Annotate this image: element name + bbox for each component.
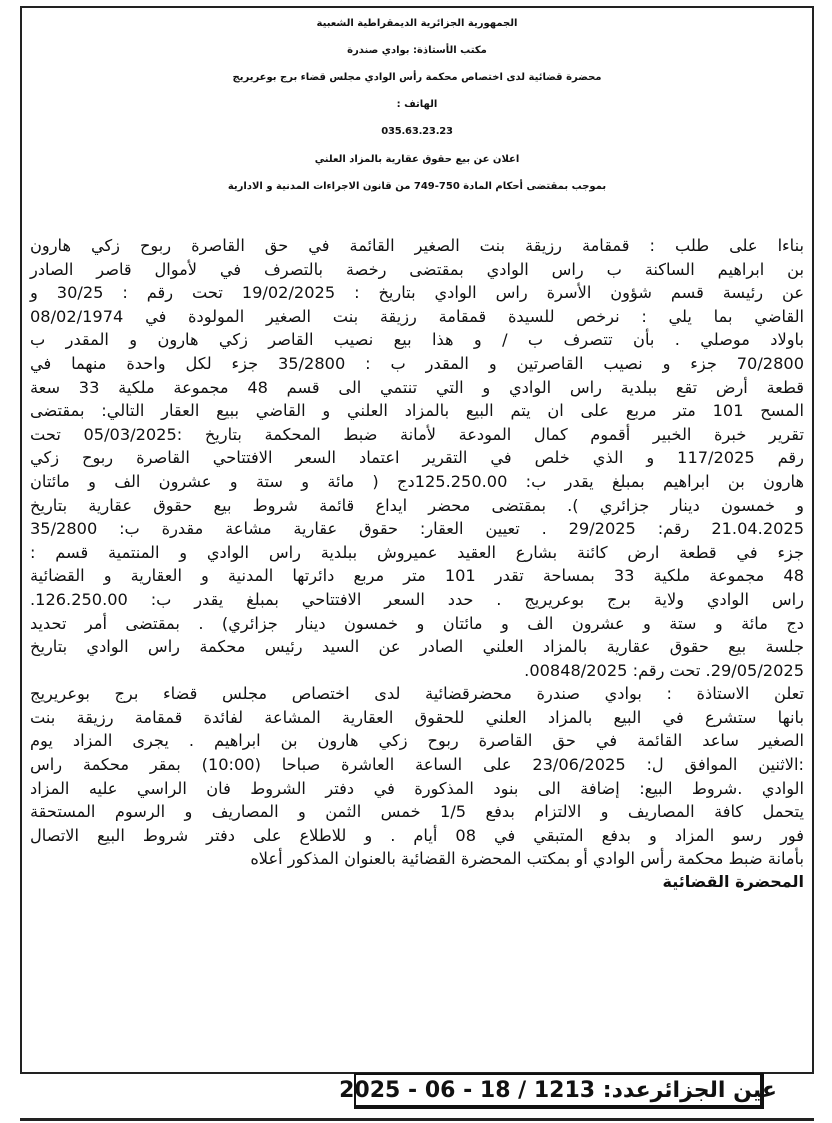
phone-number: 035.63.23.23 bbox=[381, 126, 453, 137]
republic-title: الجمهورية الجزائرية الديمقراطية الشعبية bbox=[316, 18, 518, 29]
bottom-rule bbox=[20, 1118, 814, 1121]
body-line: تقرير خبرة الخبير أقموم كمال المودعة لأمانة ضبط المحكمة بتاريخ :05/03/2025 تحت bbox=[30, 424, 804, 444]
publication-reference: عين الجزائرعدد: 1213 / 18 - 06 - 2025 bbox=[354, 1073, 764, 1109]
announcement-body bbox=[30, 234, 804, 871]
body-line: الوادي .شروط البيع: إضافة الى بنود المذكورة في دفتر الشروط فان الراسي عليه المزاد bbox=[30, 778, 804, 798]
body-line: بناءا على طلب : قمقامة رزيقة بنت الصغير القائمة في حق القاصرة ربوح زكي هارون bbox=[30, 236, 804, 255]
body-line: جلسة بيع حقوق عقارية بالمزاد العلني الصادر عن السيد رئيس محكمة راس الوادي بتاريخ bbox=[30, 637, 804, 657]
body-line: يتحمل كافة المصاريف و الالتزام بدفع 1/5 خمس الثمن و المصاريف و الرسوم المستحقة bbox=[30, 802, 804, 822]
body-line: القاضي بما يلي : نرخص للسيدة قمقامة رزيقة بنت الصغير المولودة في 08/02/1974 bbox=[30, 306, 804, 326]
body-line: بأمانة ضبط محكمة رأس الوادي أو بمكتب المحضرة القضائية بالعنوان المذكور أعلاه bbox=[250, 849, 804, 869]
announcement-header bbox=[22, 8, 812, 200]
body-line: دج مائة و ستة و عشرون الف و مائتان و خمسون دينار جزائري) . بمقتضى أمر تحديد bbox=[30, 613, 804, 633]
announcement-frame bbox=[20, 6, 814, 1074]
body-line: 29/05/2025. تحت رقم: 00848/2025. bbox=[524, 660, 804, 680]
signature: المحضرة القضائية bbox=[662, 872, 804, 892]
body-line: راس الوادي ولاية برج بوعريريج . حدد السعر الافتتاحي بمبلغ يقدر ب: 126.250.00. bbox=[30, 589, 804, 609]
body-line: 21.04.2025 رقم: 29/2025 . تعيين العقار: حقوق عقارية مشاعة مقدرة ب: 35/2800 bbox=[30, 519, 805, 539]
body-line: باولاد موصلي . بأن تتصرف ب / و هذا بيع نصيب القاصر زكي هارون و المقدر ب bbox=[30, 330, 804, 350]
body-line: فور رسو المزاد و بدفع المتبقي في 08 أيام . و للاطلاع على دفتر شروط البيع الاتصال bbox=[30, 825, 804, 845]
body-line: بانها ستشرع في البيع بالمزاد العلني للحقوق العقارية المشاعة لفائدة قمقامة رزيقة بنت bbox=[30, 707, 804, 727]
body-line: :الاثنين الموافق ل: 23/06/2025 على الساعة العاشرة صباحا (10:00) بمقر محكمة راس bbox=[30, 755, 804, 775]
body-line: الصغير ساعد القائمة في حق القاصرة ربوح زكي هارون بن ابراهيم . يجرى المزاد يوم bbox=[30, 731, 804, 751]
phone-label: الهاتف : bbox=[396, 99, 438, 110]
body-line: 70/2800 جزء و نصيب القاصرتين و المقدر ب : 35/2800 جزء لكل واحدة منهما في bbox=[30, 353, 804, 373]
body-line: هارون بن ابراهيم بمبلغ يقدر ب: 125.250.00دج ( مائة و ستة و عشرون الف و مائتان bbox=[30, 471, 804, 491]
body-line: رقم 117/2025 و الذي خلص في التقرير اعتماد السعر الافتتاحي القاصرة ربوح زكي bbox=[30, 448, 804, 468]
body-line: قطعة أرض تقع ببلدية راس الوادي و التي تنتمي الى قسم 48 مجموعة ملكية 33 سعة bbox=[30, 377, 804, 397]
announcement-title: اعلان عن بيع حقوق عقارية بالمزاد العلني bbox=[314, 154, 520, 165]
office-name: مكتب الأستاذة: بوادي صندرة bbox=[347, 45, 487, 56]
body-line: جزء في قطعة ارض كائنة بشارع العقيد عميروش ببلدية راس الوادي و المنتمية قسم : bbox=[30, 542, 804, 562]
body-line: المسح 101 متر مربع على ان يتم البيع بالمزاد العلني و القاضي ببيع العقار التالي: بمقتضى bbox=[30, 401, 804, 421]
body-line: عن رئيسة قسم شؤون الأسرة راس الوادي بتاريخ : 19/02/2025 تحت رقم : 30/25 و bbox=[30, 283, 804, 303]
body-line: و خمسون دينار جزائري ). بمقتضى محضر ايداع قائمة شروط بيع حقوق عقارية بتاريخ bbox=[30, 495, 804, 515]
body-line: 48 مجموعة ملكية 33 بمساحة تقدر 101 متر مربع دائرتها المدنية و العقارية و القضائية bbox=[30, 566, 804, 586]
jurisdiction-line: محضرة قضائية لدى اختصاص محكمة رأس الوادي مجلس قضاء برج بوعريريج bbox=[232, 72, 602, 83]
body-line: تعلن الاستاذة : بوادي صندرة محضرقضائية لدى اختصاص مجلس قضاء برج بوعريريج bbox=[30, 684, 804, 704]
legal-basis: بموجب بمقتضى أحكام المادة 750-749 من قانون الاجراءات المدنية و الادارية bbox=[227, 181, 607, 192]
body-line: بن ابراهيم الساكنة ب راس الوادي بمقتضى رخصة بالتصرف في لأموال قاصر الصادر bbox=[30, 259, 804, 279]
